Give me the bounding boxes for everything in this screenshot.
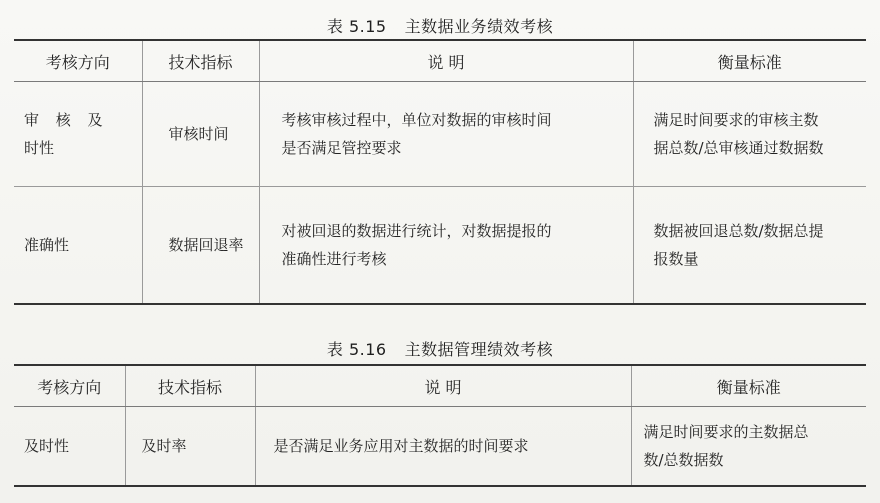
column-header-description: 说 明 bbox=[255, 365, 631, 407]
cell-text-line: 审 核 及 bbox=[24, 111, 109, 129]
table-row bbox=[14, 407, 866, 487]
cell-description bbox=[259, 187, 633, 305]
cell-text-line: 时性 bbox=[24, 139, 55, 157]
cell-text-line: 满足时间要求的审核主数 bbox=[653, 111, 819, 129]
table-header-row bbox=[14, 40, 866, 82]
cell-text-line: 报数量 bbox=[653, 250, 699, 268]
table-row bbox=[14, 82, 866, 187]
cell-standard bbox=[631, 407, 866, 487]
caption-number: 表 5.16 bbox=[326, 340, 387, 359]
caption-number: 表 5.15 bbox=[326, 17, 387, 36]
cell-text-line: 考核审核过程中，单位对数据的审核时间 bbox=[281, 111, 552, 129]
column-header-indicator: 技术指标 bbox=[125, 365, 255, 407]
cell-description: 是否满足业务应用对主数据的时间要求 bbox=[255, 407, 631, 487]
column-header-standard: 衡量标准 bbox=[633, 40, 866, 82]
cell-direction: 准确性 bbox=[14, 187, 142, 305]
management-performance-table bbox=[14, 364, 866, 487]
column-header-standard: 衡量标准 bbox=[631, 365, 866, 407]
caption-title: 主数据管理绩效考核 bbox=[404, 340, 554, 359]
cell-direction: 及时性 bbox=[14, 407, 125, 487]
cell-direction bbox=[14, 82, 142, 187]
cell-standard bbox=[633, 187, 866, 305]
table-caption-5-15 bbox=[0, 14, 880, 37]
column-header-direction: 考核方向 bbox=[14, 40, 142, 82]
column-header-direction: 考核方向 bbox=[14, 365, 125, 407]
cell-text-line: 数/总数据数 bbox=[643, 451, 724, 469]
caption-title: 主数据业务绩效考核 bbox=[404, 17, 554, 36]
table-header-row bbox=[14, 365, 866, 407]
cell-text-line: 满足时间要求的主数据总 bbox=[643, 423, 809, 441]
cell-text-line: 据总数/总审核通过数据数 bbox=[653, 139, 824, 157]
cell-text-line: 准确性进行考核 bbox=[281, 250, 387, 268]
cell-standard bbox=[633, 82, 866, 187]
cell-text-line: 对被回退的数据进行统计，对数据提报的 bbox=[281, 222, 552, 240]
cell-description bbox=[259, 82, 633, 187]
column-header-indicator: 技术指标 bbox=[142, 40, 259, 82]
column-header-description: 说 明 bbox=[259, 40, 633, 82]
table-row bbox=[14, 187, 866, 305]
cell-text-line: 数据被回退总数/数据总提 bbox=[653, 222, 824, 240]
cell-indicator: 审核时间 bbox=[142, 82, 259, 187]
table-caption-5-16 bbox=[0, 337, 880, 360]
cell-indicator: 数据回退率 bbox=[142, 187, 259, 305]
business-performance-table bbox=[14, 39, 866, 305]
cell-text-line: 是否满足管控要求 bbox=[281, 139, 402, 157]
cell-indicator: 及时率 bbox=[125, 407, 255, 487]
